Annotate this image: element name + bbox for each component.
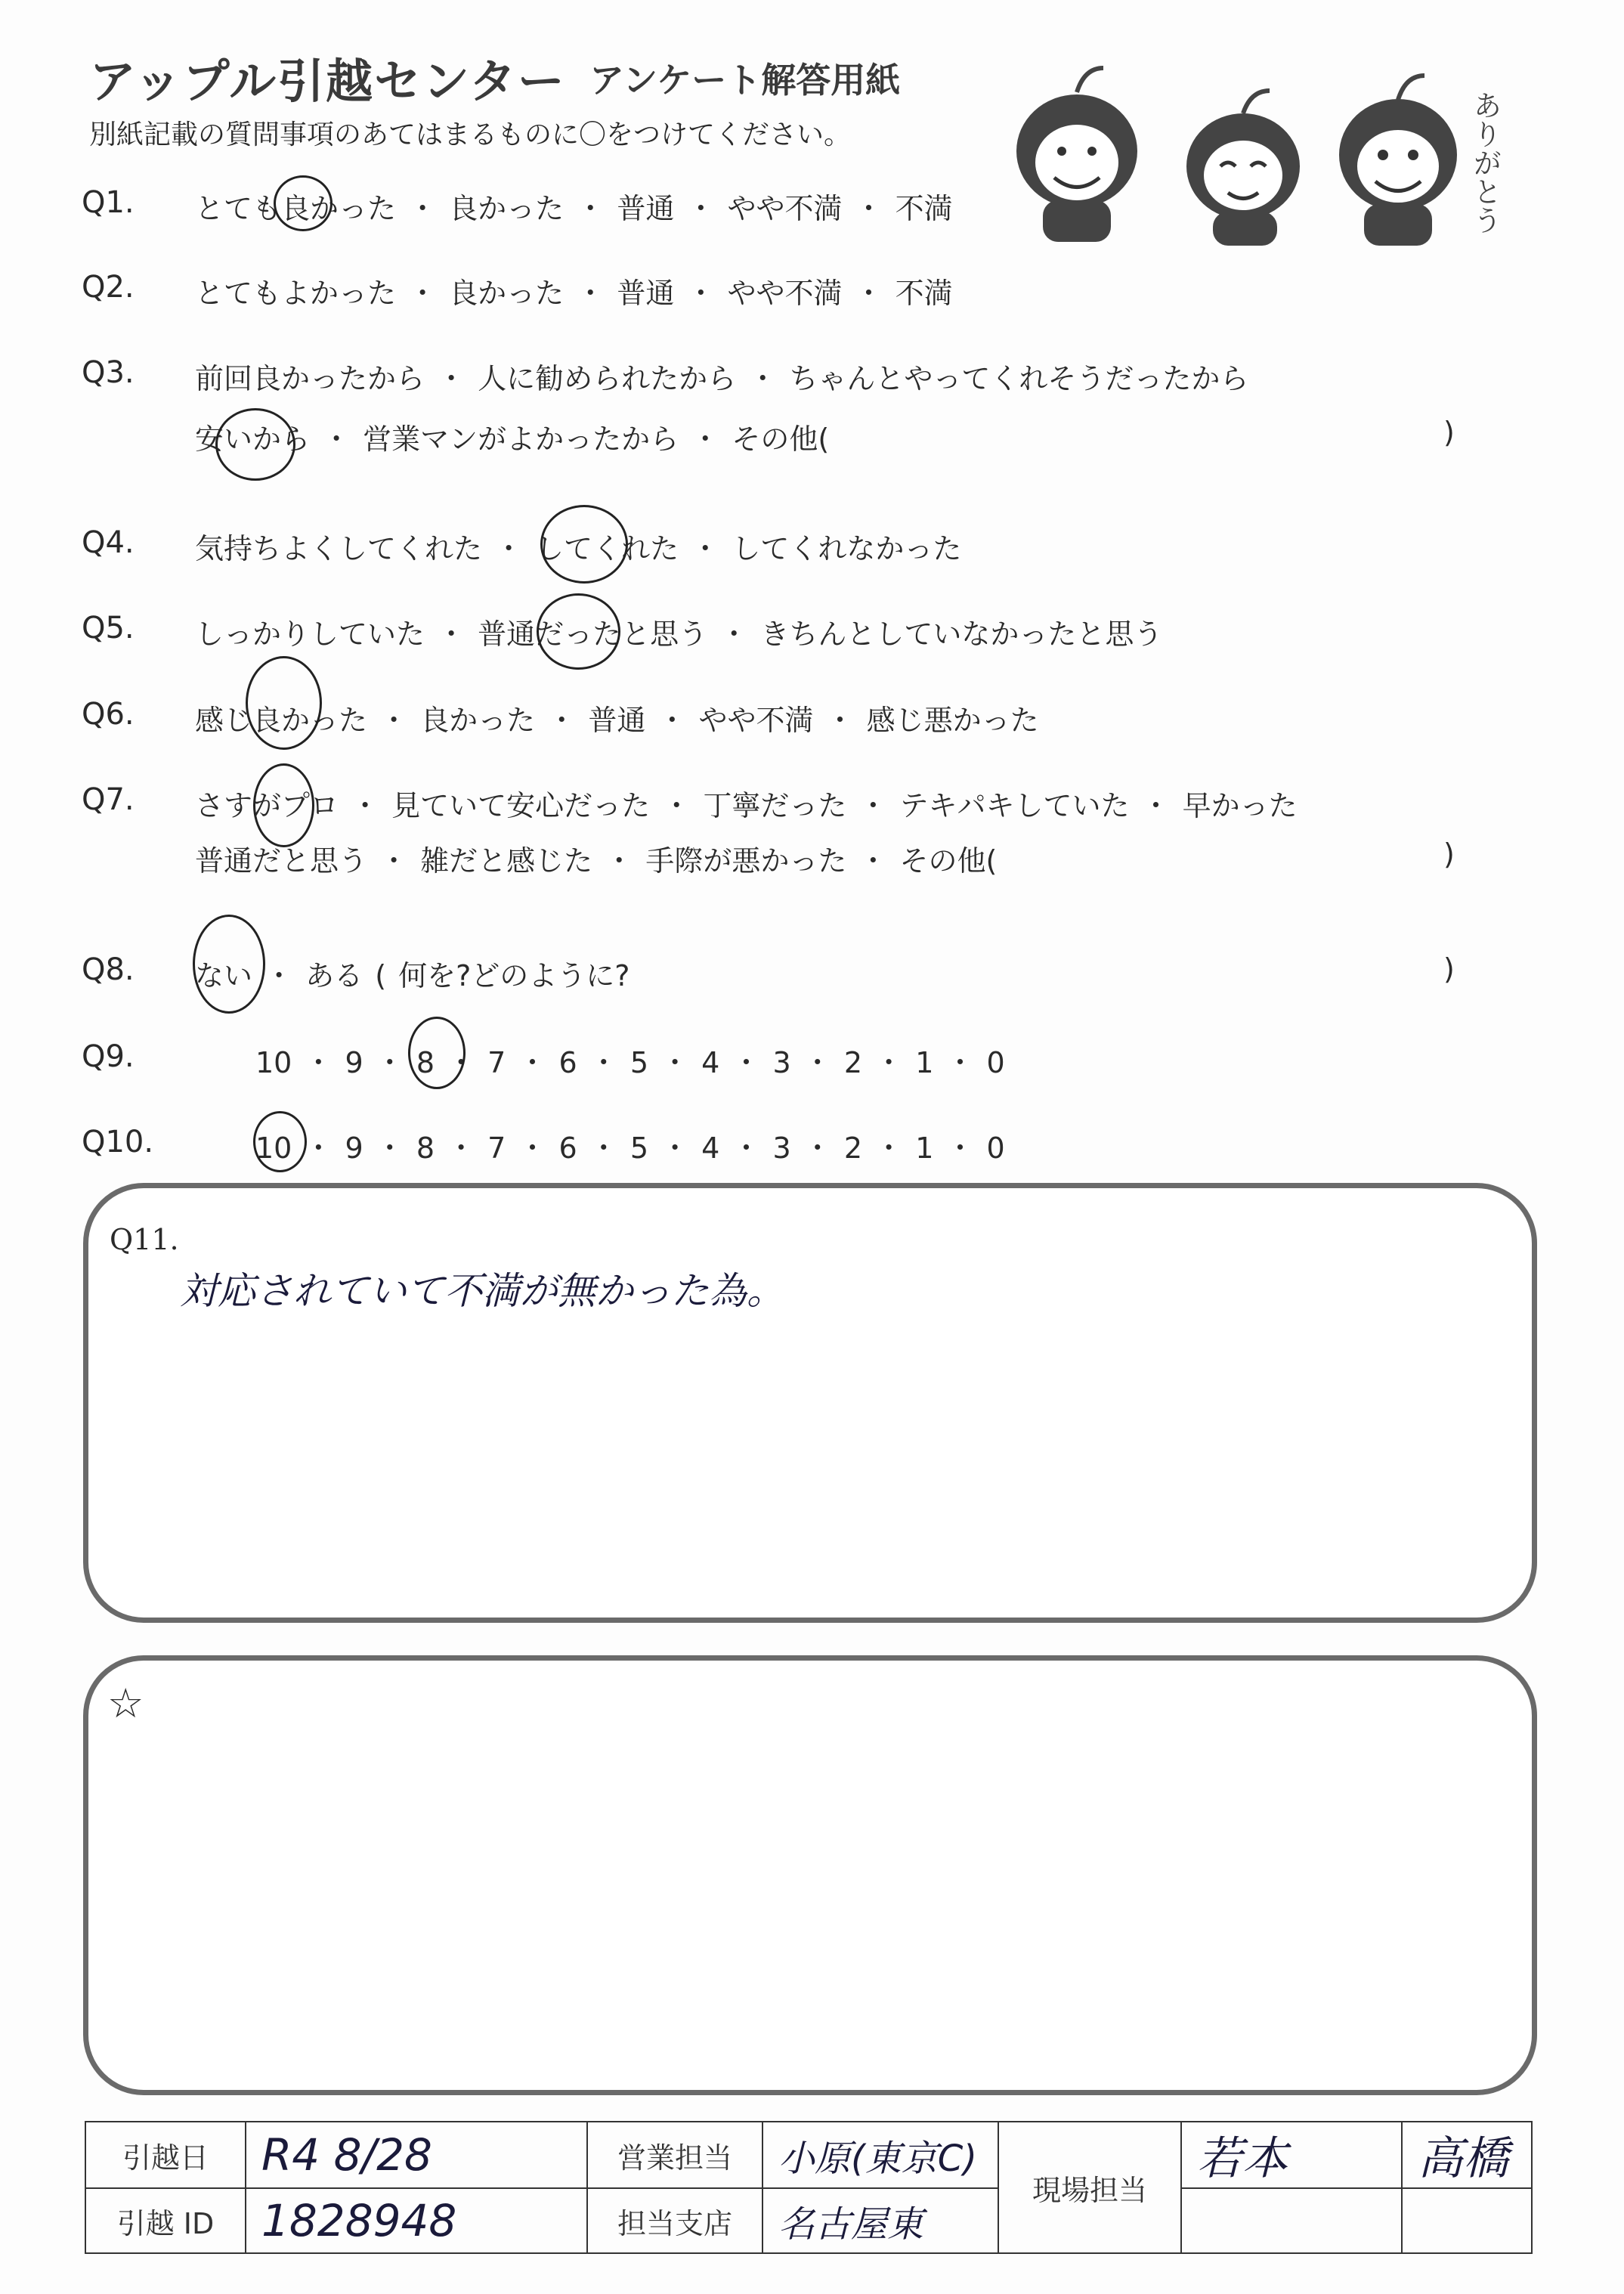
q1-selected-circle xyxy=(274,175,333,231)
q11-box[interactable] xyxy=(83,1183,1537,1623)
monkey-left-icon xyxy=(1016,68,1137,242)
field-staff-4-cell[interactable] xyxy=(1402,2188,1532,2253)
instruction-text: 別紙記載の質問事項のあてはまるものに〇をつけてください。 xyxy=(89,119,852,150)
q8-close-paren: ) xyxy=(1443,952,1455,986)
field-staff-1-cell[interactable] xyxy=(1181,2122,1402,2188)
q6-options: 感じ良かった ・ 良かった ・ 普通 ・ やや不満 ・ 感じ悪かった xyxy=(195,704,1039,737)
footer-table xyxy=(85,2121,1533,2254)
branch-value: 名古屋東 xyxy=(778,2203,924,2246)
q1-label: Q1. xyxy=(82,185,135,220)
sales-cell[interactable] xyxy=(763,2122,998,2188)
mascot-caption: ありがとう xyxy=(1468,91,1502,234)
q4-selected-circle xyxy=(540,505,628,584)
star-icon: ☆ xyxy=(107,1679,144,1727)
move-date-cell[interactable] xyxy=(246,2122,587,2188)
q2-options: とてもよかった ・ 良かった ・ 普通 ・ やや不満 ・ 不満 xyxy=(195,277,953,310)
move-date-label: 引越日 xyxy=(85,2122,246,2188)
form-subtitle: アンケート解答用紙 xyxy=(589,60,901,101)
comment-box[interactable] xyxy=(83,1655,1537,2095)
q7-selected-circle xyxy=(253,763,314,847)
q5-label: Q5. xyxy=(82,611,135,645)
field-staff-3-cell[interactable] xyxy=(1181,2188,1402,2253)
q6-selected-circle xyxy=(246,656,322,750)
branch-cell[interactable] xyxy=(763,2188,998,2253)
q9-label: Q9. xyxy=(82,1039,135,1074)
q4-label: Q4. xyxy=(82,525,135,560)
q10-selected-circle xyxy=(253,1111,307,1172)
q7-options-line1: さすがプロ ・ 見ていて安心だった ・ 丁寧だった ・ テキパキしていた ・ 早かった xyxy=(195,789,1298,822)
field-staff-1: 若本 xyxy=(1197,2132,1288,2185)
sales-value: 小原(東京C) xyxy=(778,2137,977,2180)
q3-selected-circle xyxy=(215,408,295,481)
field-staff-2: 高橋 xyxy=(1418,2132,1508,2185)
field-staff-label: 現場担当 xyxy=(998,2122,1181,2253)
q4-options: 気持ちよくしてくれた ・ してくれた ・ してくれなかった xyxy=(195,532,962,565)
q8-selected-circle xyxy=(193,915,265,1014)
q8-label: Q8. xyxy=(82,952,135,987)
q5-selected-circle xyxy=(537,593,620,670)
q9-scale: 10 ・ 9 ・ 8 ・ 7 ・ 6 ・ 5 ・ 4 ・ 3 ・ 2 ・ 1 ・ 0 xyxy=(255,1046,1005,1079)
q2-label: Q2. xyxy=(82,270,135,305)
move-date-value: R4 8/28 xyxy=(261,2129,432,2181)
q10-scale: 10 ・ 9 ・ 8 ・ 7 ・ 6 ・ 5 ・ 4 ・ 3 ・ 2 ・ 1 ・ 0 xyxy=(255,1132,1005,1165)
sales-label: 営業担当 xyxy=(587,2122,763,2188)
q9-selected-circle xyxy=(408,1017,466,1089)
q5-options: しっかりしていた ・ 普通だったと思う ・ きちんとしていなかったと思う xyxy=(195,618,1163,651)
q11-handwritten-answer: 対応されていて不満が無かった為。 xyxy=(180,1269,784,1313)
branch-label: 担当支店 xyxy=(587,2188,763,2253)
q3-options-line1: 前回良かったから ・ 人に勧められたから ・ ちゃんとやってくれそうだったから xyxy=(195,362,1249,395)
q10-label: Q10. xyxy=(82,1125,154,1159)
q3-close-paren: ) xyxy=(1443,416,1455,449)
q7-label: Q7. xyxy=(82,782,135,817)
q7-options-line2: 普通だと思う ・ 雑だと感じた ・ 手際が悪かった ・ その他( xyxy=(195,844,998,878)
q6-label: Q6. xyxy=(82,697,135,732)
monkey-middle-icon xyxy=(1186,91,1300,246)
q7-close-paren: ) xyxy=(1443,837,1455,871)
move-id-cell[interactable] xyxy=(246,2188,587,2253)
q3-label: Q3. xyxy=(82,355,135,390)
move-id-value: 1828948 xyxy=(261,2195,457,2246)
q11-label: Q11. xyxy=(110,1223,179,1256)
q8-options: ない ・ ある ( 何を?どのように? xyxy=(195,959,630,992)
q1-options: とても良かった ・ 良かった ・ 普通 ・ やや不満 ・ 不満 xyxy=(195,192,953,225)
monkey-right-icon xyxy=(1339,76,1457,246)
mascot-illustration xyxy=(990,45,1534,249)
field-staff-2-cell[interactable] xyxy=(1402,2122,1532,2188)
q3-options-line2: 安いから ・ 営業マンがよかったから ・ その他( xyxy=(195,423,830,456)
form-title: アップル引越センター xyxy=(89,54,566,109)
move-id-label: 引越 ID xyxy=(85,2188,246,2253)
